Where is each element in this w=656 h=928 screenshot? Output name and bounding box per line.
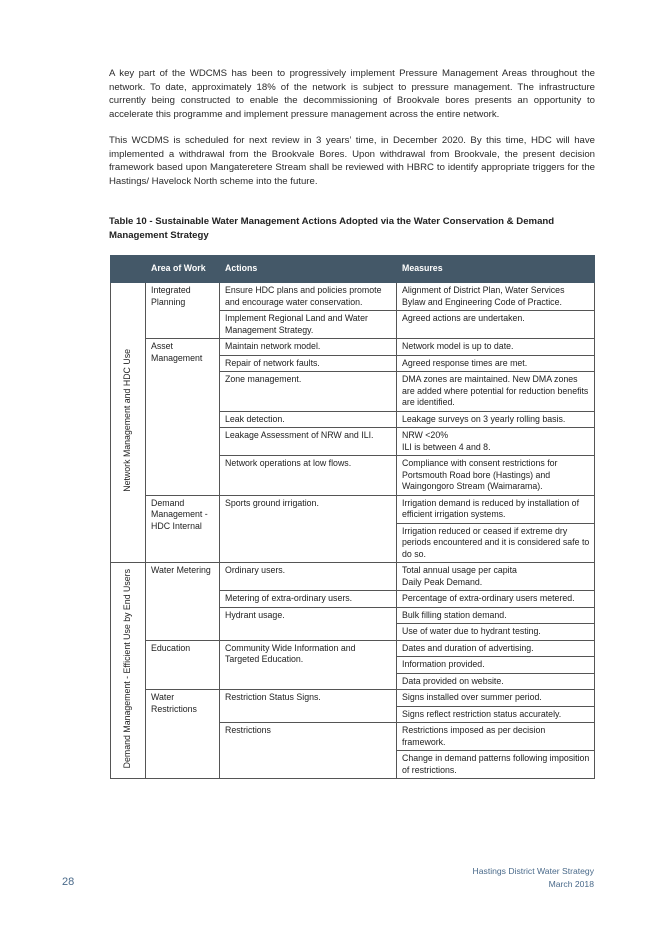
area-of-work-cell: Water Restrictions bbox=[146, 690, 220, 779]
header-measures: Measures bbox=[397, 256, 595, 283]
measure-cell: Alignment of District Plan, Water Services Bylaw and Engineering Code of Practice. bbox=[397, 283, 595, 311]
measure-cell: Network model is up to date. bbox=[397, 339, 595, 356]
table-row bbox=[111, 640, 595, 657]
measure-cell: Signs reflect restriction status accurately. bbox=[397, 706, 595, 723]
measure-cell: Restrictions imposed as per decision framework. bbox=[397, 723, 595, 751]
area-of-work-cell: Asset Management bbox=[146, 339, 220, 496]
area-of-work-cell: Integrated Planning bbox=[146, 283, 220, 339]
action-cell: Sports ground irrigation. bbox=[220, 495, 397, 563]
table-header-row bbox=[111, 256, 595, 283]
area-of-work-cell: Water Metering bbox=[146, 563, 220, 641]
area-of-work-cell: Education bbox=[146, 640, 220, 690]
measure-cell: Agreed response times are met. bbox=[397, 355, 595, 372]
measure-cell: Percentage of extra-ordinary users metered. bbox=[397, 591, 595, 608]
table-row bbox=[111, 690, 595, 707]
measure-cell: Bulk filling station demand. bbox=[397, 607, 595, 624]
action-cell: Community Wide Information and Targeted Education. bbox=[220, 640, 397, 690]
action-cell: Restrictions bbox=[220, 723, 397, 779]
group-label: Network Management and HDC Use bbox=[122, 349, 133, 493]
table-row bbox=[111, 283, 595, 311]
measure-cell: Change in demand patterns following imposition of restrictions. bbox=[397, 751, 595, 779]
measure-cell: Information provided. bbox=[397, 657, 595, 674]
action-cell: Metering of extra-ordinary users. bbox=[220, 591, 397, 608]
group-label-cell bbox=[111, 283, 146, 563]
measure-cell: Data provided on website. bbox=[397, 673, 595, 690]
footer-document-title: Hastings District Water Strategy bbox=[472, 866, 594, 876]
header-group bbox=[111, 256, 146, 283]
measure-cell: Leakage surveys on 3 yearly rolling basis. bbox=[397, 411, 595, 428]
measure-cell: Use of water due to hydrant testing. bbox=[397, 624, 595, 641]
action-cell: Maintain network model. bbox=[220, 339, 397, 356]
action-cell: Ensure HDC plans and policies promote and encourage water conservation. bbox=[220, 283, 397, 311]
intro-paragraph-1: A key part of the WDCMS has been to progressively implement Pressure Management Areas throughout the network. To date, approximately 18% of the network is subject to pressure management. The infrastructure currently being constructed to enable the decommissioning of Brookvale bores presents an opportunity to accelerate this programme and implement pressure management across the entire network. bbox=[109, 68, 595, 120]
table-body bbox=[111, 283, 595, 779]
action-cell: Hydrant usage. bbox=[220, 607, 397, 640]
action-cell: Restriction Status Signs. bbox=[220, 690, 397, 723]
action-cell: Leak detection. bbox=[220, 411, 397, 428]
page-number: 28 bbox=[62, 876, 75, 888]
action-cell: Implement Regional Land and Water Management Strategy. bbox=[220, 311, 397, 339]
intro-paragraph-2: This WCDMS is scheduled for next review in 3 years’ time, in December 2020. By this time, HDC will have implemented a withdrawal from the Brookvale Bores. Upon withdrawal from Brookvale, the present decision framework based upon Mangateretere Stream shall be reviewed with HBRC to identify appropriate triggers for the Hastings/ Havelock North scheme into the future. bbox=[109, 135, 595, 187]
area-of-work-cell: Demand Management - HDC Internal bbox=[146, 495, 220, 563]
measure-cell: Total annual usage per capita Daily Peak Demand. bbox=[397, 563, 595, 591]
action-cell: Ordinary users. bbox=[220, 563, 397, 591]
table-row bbox=[111, 563, 595, 591]
action-cell: Leakage Assessment of NRW and ILI. bbox=[220, 428, 397, 456]
measure-cell: Signs installed over summer period. bbox=[397, 690, 595, 707]
header-area-of-work: Area of Work bbox=[146, 256, 220, 283]
measure-cell: Agreed actions are undertaken. bbox=[397, 311, 595, 339]
measure-cell: NRW <20% ILI is between 4 and 8. bbox=[397, 428, 595, 456]
action-cell: Network operations at low flows. bbox=[220, 456, 397, 496]
header-actions: Actions bbox=[220, 256, 397, 283]
footer-date: March 2018 bbox=[548, 879, 594, 889]
measure-cell: Compliance with consent restrictions for Portsmouth Road bore (Hastings) and Waingongoro Stream (Waimarama). bbox=[397, 456, 595, 496]
table-row bbox=[111, 339, 595, 356]
measure-cell: Irrigation demand is reduced by installation of efficient irrigation systems. bbox=[397, 495, 595, 523]
action-cell: Zone management. bbox=[220, 372, 397, 412]
measure-cell: Dates and duration of advertising. bbox=[397, 640, 595, 657]
table-row bbox=[111, 495, 595, 523]
group-label-cell bbox=[111, 563, 146, 779]
measure-cell: DMA zones are maintained. New DMA zones are added where potential for reduction benefits are identified. bbox=[397, 372, 595, 412]
table-caption: Table 10 - Sustainable Water Management Actions Adopted via the Water Conservation & Demand Management Strategy bbox=[109, 216, 555, 241]
group-label: Demand Management - Efficient Use by End Users bbox=[122, 569, 133, 769]
measure-cell: Irrigation reduced or ceased if extreme dry periods encountered and it is considered safe to do so. bbox=[397, 523, 595, 563]
action-cell: Repair of network faults. bbox=[220, 355, 397, 372]
water-management-actions-table bbox=[110, 255, 595, 779]
